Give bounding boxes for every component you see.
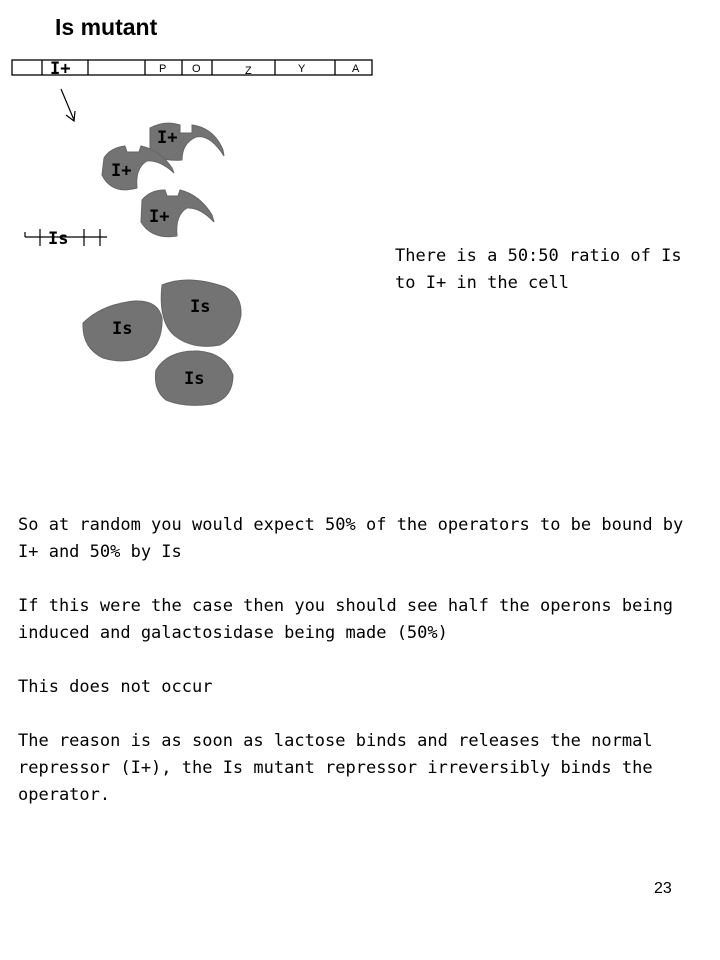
gene-label-a: A (352, 63, 360, 75)
repressor-label: I+ (111, 161, 132, 181)
mutant-repressor (155, 351, 233, 405)
repressor-label: I+ (149, 207, 170, 227)
repressor-label: Is (112, 319, 133, 339)
mutant-repressor (83, 301, 162, 361)
paragraph: This does not occur (18, 677, 213, 697)
repressor-label: Is (190, 297, 211, 317)
paragraph: The reason is as soon as lactose binds and releases the normal repressor (I+), the Is mutant repressor irreversibly binds the operator. (18, 731, 653, 805)
normal-repressor (141, 190, 214, 237)
gene-label-z: Z (245, 65, 252, 77)
operon-diagram (0, 0, 720, 460)
explanation-text (18, 512, 708, 836)
paragraph: So at random you would expect 50% of the operators to be bound by I+ and 50% by Is (18, 515, 684, 562)
page-title: Is mutant (55, 14, 158, 40)
mutant-gene (25, 229, 107, 249)
page-number: 23 (654, 880, 672, 897)
gene-label-o: O (192, 63, 201, 75)
paragraph: If this were the case then you should see half the operons being induced and galactosidase being made (50%) (18, 596, 674, 643)
repressor-label: Is (184, 369, 205, 389)
ratio-statement: There is a 50:50 ratio of Is to I+ in the cell (395, 246, 682, 293)
expression-arrow-icon (61, 89, 75, 121)
chromosome (12, 59, 372, 79)
regulator-gene-label: I+ (50, 59, 71, 79)
mutant-gene-label: Is (48, 229, 69, 249)
repressor-label: I+ (157, 128, 178, 148)
mutant-repressor (161, 280, 241, 346)
gene-label-y: Y (298, 63, 306, 75)
gene-label-p: P (159, 63, 167, 75)
normal-repressor (150, 123, 224, 160)
